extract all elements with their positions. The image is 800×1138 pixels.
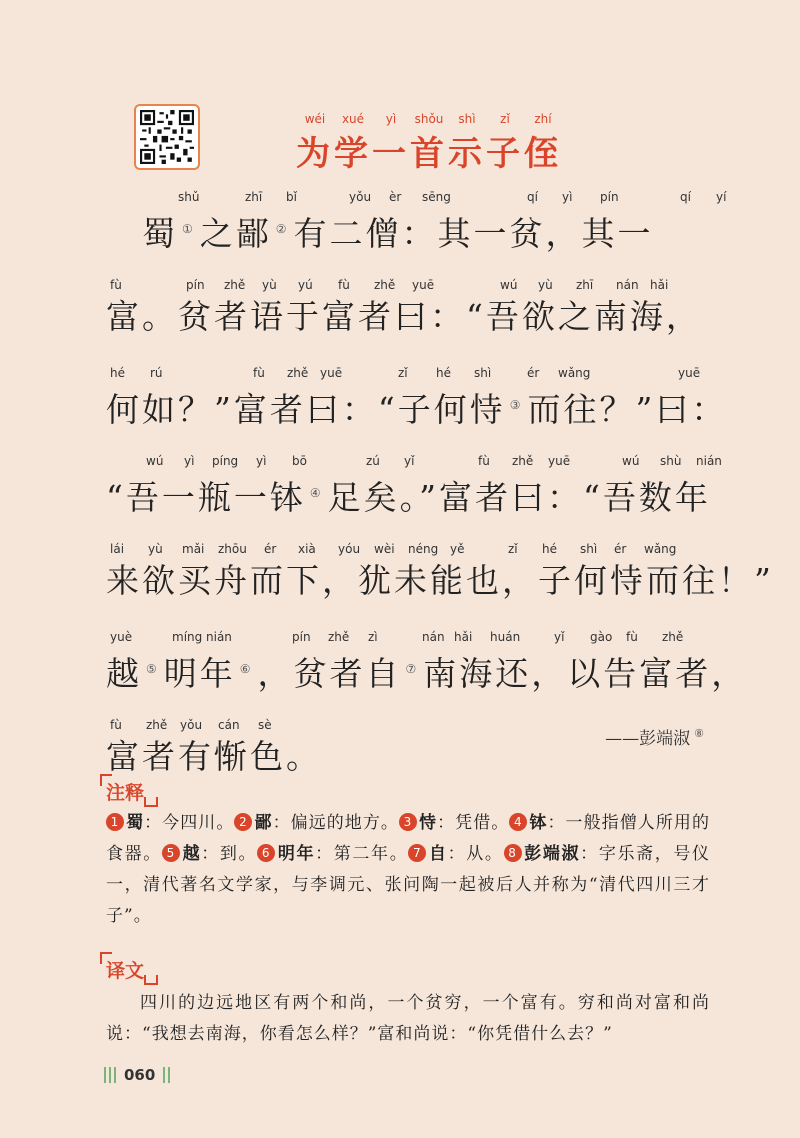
footnote-marker: ② [275,222,290,236]
poem-text [106,382,726,433]
pinyin-syllable: wèi [374,542,395,556]
pinyin-syllable: yì [256,454,267,468]
note-number-badge: 5 [162,844,180,862]
pinyin-syllable: gào [590,630,613,644]
poem-author [605,724,708,749]
pinyin-syllable: yǒu [180,718,203,732]
poem-text [106,470,726,521]
pinyin-syllable: ér [527,366,540,380]
poem-text-segment: 来欲买舟而下，犹未能也，子何恃而往！” [106,561,774,600]
pinyin-syllable: qí [527,190,538,204]
poem-text-segment: 明年 [163,654,236,693]
pinyin-syllable: nán [616,278,639,292]
pinyin-syllable: xià [298,542,316,556]
footnote-marker: ⑧ [694,727,704,741]
footnote-marker: ④ [309,486,324,500]
poem-text-segment: 越 [106,654,142,693]
page-decoration-right [163,1067,170,1083]
poem-line [106,454,726,542]
title-pinyin-syllable: xué [341,112,365,126]
pinyin-syllable: yuē [548,454,571,468]
footnote-marker: ⑦ [405,662,420,676]
pinyin-row [106,454,726,470]
note-term: 钵 [529,813,548,833]
note-definition: ：偏远的地方。 [272,813,399,833]
pinyin-syllable: nián [206,630,232,644]
note-item [162,844,257,864]
pinyin-syllable: cán [218,718,240,732]
note-item [257,844,408,864]
pinyin-syllable: zhě [328,630,350,644]
pinyin-syllable: fù [338,278,350,292]
title-pinyin-syllable: wéi [304,112,326,126]
note-item [408,844,503,864]
pinyin-syllable: yuē [320,366,343,380]
page-decoration-left [104,1067,116,1083]
poem-text-segment: 之鄙 [199,214,272,253]
page-number-block [104,1066,170,1084]
pinyin-syllable: yuē [678,366,701,380]
qr-code-pattern [140,110,194,164]
pinyin-row [106,366,726,382]
poem-text [106,558,774,604]
pinyin-syllable: zǐ [508,542,518,556]
pinyin-row [106,190,726,206]
translation-heading: 译文 [106,956,144,983]
pinyin-syllable: sè [258,718,272,732]
poem-line [106,278,726,366]
pinyin-syllable: lái [110,542,125,556]
pinyin-syllable: yǒu [349,190,372,204]
pinyin-syllable: zhě [287,366,309,380]
pinyin-syllable: zhě [374,278,396,292]
notes-section [106,808,710,932]
pinyin-syllable: ér [614,542,627,556]
poem-text-segment: 富者有惭色。 [106,737,322,776]
pinyin-syllable: huán [490,630,521,644]
footnote-marker: ⑥ [239,662,254,676]
pinyin-syllable: zhī [576,278,594,292]
pinyin-syllable: mǎi [182,542,205,556]
pinyin-syllable: yì [562,190,573,204]
pinyin-syllable: wú [146,454,164,468]
pinyin-syllable: pín [186,278,205,292]
pinyin-syllable: zhōu [218,542,247,556]
note-term: 自 [428,844,448,864]
note-definition: ：字乐斋，号仪一，清代著名文学家，与李调元、张问陶一起被后人并称为“清代四川三才子”。 [106,844,711,926]
pinyin-syllable: rú [150,366,163,380]
pinyin-syllable: yuè [110,630,133,644]
note-definition: ：第二年。 [315,844,409,864]
note-number-badge: 1 [106,813,124,831]
pinyin-syllable: bō [292,454,307,468]
pinyin-syllable: zì [368,630,378,644]
poem-line [106,630,748,718]
pinyin-syllable: shì [474,366,492,380]
poem-text [106,206,726,257]
title-pinyin-syllable: shǒu [414,112,444,126]
pinyin-syllable: wǎng [558,366,591,380]
note-number-badge: 8 [504,844,522,862]
pinyin-syllable: hé [436,366,451,380]
qr-code[interactable] [134,104,200,170]
pinyin-syllable: yuē [412,278,435,292]
pinyin-syllable: wú [622,454,640,468]
pinyin-syllable: fù [253,366,265,380]
pinyin-row [106,542,726,558]
pinyin-syllable: píng [212,454,239,468]
note-item [106,813,234,833]
pinyin-syllable: zhě [224,278,246,292]
title-pinyin-syllable: shì [458,112,476,126]
pinyin-syllable: fù [110,278,122,292]
poem-text-segment: “吾一瓶一钵 [106,478,306,517]
author-name: ——彭端淑 [605,729,691,749]
pinyin-syllable: bǐ [286,190,297,204]
pinyin-syllable: néng [408,542,439,556]
note-number-badge: 7 [408,844,426,862]
pinyin-syllable: zhī [245,190,263,204]
poem-text-segment: 而往？”曰： [527,390,728,429]
page-title: 为学一首示子侄 [296,134,562,174]
pinyin-syllable: nán [422,630,445,644]
pinyin-syllable: nián [696,454,722,468]
poem-text-segment: ，贫者自 [257,654,402,693]
poem-line [106,542,774,630]
poem-text [106,294,726,340]
poem-text-segment: 何如？”富者曰：“子何恃 [106,390,506,429]
note-term: 越 [181,844,202,864]
note-term: 明年 [277,844,316,864]
pinyin-syllable: yú [298,278,313,292]
footnote-marker: ③ [509,398,524,412]
translation-paragraph: 四川的边远地区有两个和尚，一个贫穷，一个富有。穷和尚对富和尚说：“我想去南海，你看怎么样？”富和尚说：“你凭借什么去？” [106,993,710,1044]
pinyin-syllable: sēng [422,190,451,204]
title-pinyin-syllable: yì [385,112,397,126]
pinyin-syllable: yù [262,278,277,292]
poem-text-segment: 南海还，以告富者， [423,654,748,693]
poem-text-segment: 有二僧：其一贫，其一 [293,214,654,253]
pinyin-syllable: ér [264,542,277,556]
pinyin-syllable: fù [478,454,490,468]
note-item [234,813,399,833]
pinyin-syllable: hé [110,366,125,380]
poem-text-segment: 足矣。”富者曰：“吾数年 [327,478,711,517]
pinyin-syllable: yí [716,190,727,204]
poem-text-segment: 富。贫者语于富者曰：“吾欲之南海， [106,297,702,336]
note-item [399,813,509,833]
note-definition: ：凭借。 [437,813,510,833]
pinyin-syllable: shì [580,542,598,556]
footnote-marker: ⑤ [146,662,160,676]
note-number-badge: 3 [399,813,417,831]
note-number-badge: 4 [509,813,527,831]
pinyin-syllable: yóu [338,542,361,556]
pinyin-syllable: zú [366,454,380,468]
pinyin-syllable: míng [172,630,203,644]
note-number-badge: 2 [234,813,252,831]
pinyin-syllable: zhě [512,454,534,468]
poem-text-segment: 蜀 [106,214,178,253]
pinyin-syllable: qí [680,190,691,204]
poem-body [106,190,774,806]
pinyin-syllable: zhě [662,630,684,644]
title-pinyin-syllable: zǐ [500,112,510,126]
pinyin-syllable: yě [450,542,465,556]
pinyin-syllable: zhě [146,718,168,732]
note-term: 鄙 [254,813,273,833]
pinyin-syllable: hé [542,542,557,556]
pinyin-syllable: pín [600,190,619,204]
note-term: 恃 [419,813,438,833]
pinyin-row [106,630,726,646]
pinyin-syllable: wú [500,278,518,292]
pinyin-syllable: yǐ [404,454,415,468]
note-definition: ：一般指僧人所用的食器。 [106,813,710,864]
notes-heading: 注释 [106,778,144,805]
pinyin-syllable: yù [148,542,163,556]
pinyin-syllable: shǔ [178,190,200,204]
title-pinyin-syllable: zhí [534,112,552,126]
title-pinyin [296,112,562,126]
pinyin-syllable: hǎi [454,630,473,644]
pinyin-syllable: yù [538,278,553,292]
poem-line [106,366,726,454]
pinyin-syllable: hǎi [650,278,669,292]
pinyin-syllable: wǎng [644,542,677,556]
poem-line [106,190,726,278]
pinyin-row [106,278,726,294]
pinyin-syllable: fù [626,630,638,644]
pinyin-syllable: èr [389,190,402,204]
note-definition: ：到。 [201,844,258,864]
pinyin-syllable: fù [110,718,122,732]
translation-section [106,988,710,1050]
pinyin-syllable: yǐ [554,630,565,644]
note-term: 彭端淑 [523,844,581,864]
poem-text [106,646,748,697]
footnote-marker: ① [182,222,196,236]
pinyin-syllable: pín [292,630,311,644]
page-number: 060 [124,1066,156,1084]
note-definition: ：从。 [447,844,504,864]
note-number-badge: 6 [257,844,275,862]
pinyin-syllable: zǐ [398,366,408,380]
note-definition: ：今四川。 [144,813,235,833]
pinyin-syllable: shù [660,454,682,468]
note-term: 蜀 [126,813,145,833]
pinyin-syllable: yì [184,454,195,468]
